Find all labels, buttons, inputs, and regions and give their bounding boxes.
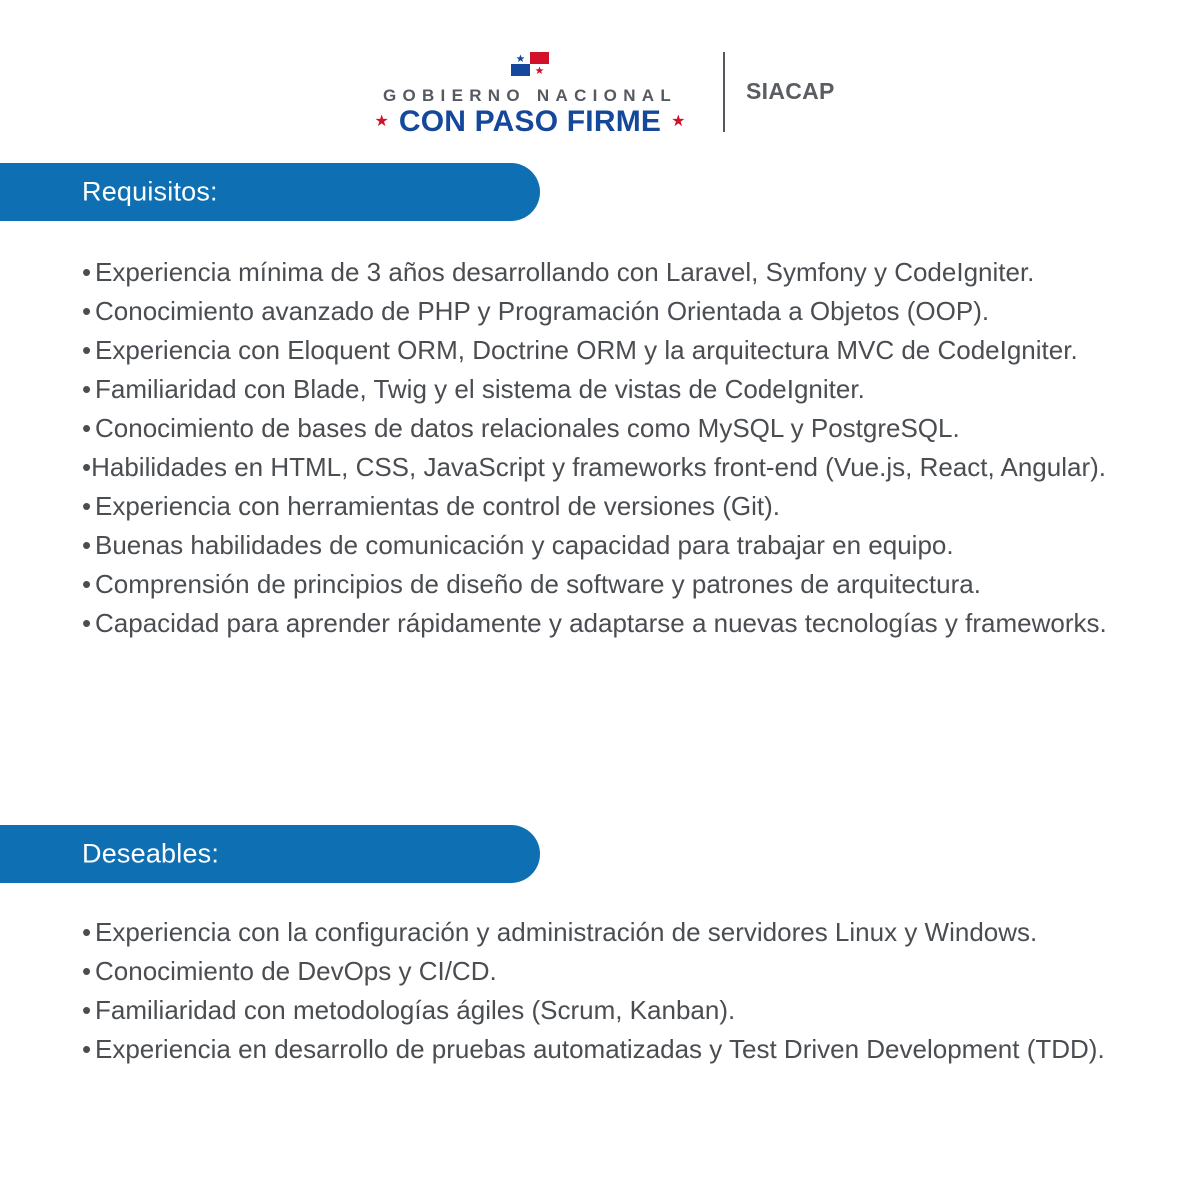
section-banner-requisitos — [0, 163, 540, 221]
list-item: • Buenas habilidades de comunicación y capacidad para trabajar en equipo. — [82, 530, 954, 560]
header — [0, 0, 1200, 150]
requisitos-list — [82, 253, 1122, 643]
star-icon: ★ — [374, 113, 389, 130]
list-item: • Experiencia en desarrollo de pruebas automatizadas y Test Driven Development (TDD). — [82, 1034, 1105, 1064]
section-banner-deseables — [0, 825, 540, 883]
list-item: • Conocimiento avanzado de PHP y Programación Orientada a Objetos (OOP). — [82, 296, 990, 326]
list-item: •Habilidades en HTML, CSS, JavaScript y frameworks front-end (Vue.js, React, Angular). — [82, 452, 1106, 482]
section-title-deseables: Deseables: — [82, 838, 220, 869]
slogan-row — [360, 104, 700, 140]
list-item: • Familiaridad con Blade, Twig y el sistema de vistas de CodeIgniter. — [82, 374, 865, 404]
list-item: • Experiencia con la configuración y administración de servidores Linux y Windows. — [82, 917, 1038, 947]
list-item: • Capacidad para aprender rápidamente y adaptarse a nuevas tecnologías y frameworks. — [82, 608, 1107, 638]
header-divider — [723, 52, 725, 132]
list-item: • Conocimiento de bases de datos relacionales como MySQL y PostgreSQL. — [82, 413, 960, 443]
government-label: GOBIERNO NACIONAL — [382, 86, 678, 105]
list-item: • Comprensión de principios de diseño de software y patrones de arquitectura. — [82, 569, 981, 599]
list-item: • Experiencia con Eloquent ORM, Doctrine ORM y la arquitectura MVC de CodeIgniter. — [82, 335, 1078, 365]
panama-flag-icon — [511, 52, 549, 76]
slogan: CON PASO FIRME — [398, 105, 662, 138]
deseables-list — [82, 913, 1122, 1069]
list-item: • Familiaridad con metodologías ágiles (Scrum, Kanban). — [82, 995, 736, 1025]
list-item: • Experiencia con herramientas de control de versiones (Git). — [82, 491, 780, 521]
star-icon: ★ — [671, 113, 686, 130]
list-item: • Experiencia mínima de 3 años desarrollando con Laravel, Symfony y CodeIgniter. — [82, 257, 1035, 287]
brand-name: SIACAP — [746, 78, 835, 104]
section-title-requisitos: Requisitos: — [82, 176, 218, 207]
list-item: • Conocimiento de DevOps y CI/CD. — [82, 956, 497, 986]
